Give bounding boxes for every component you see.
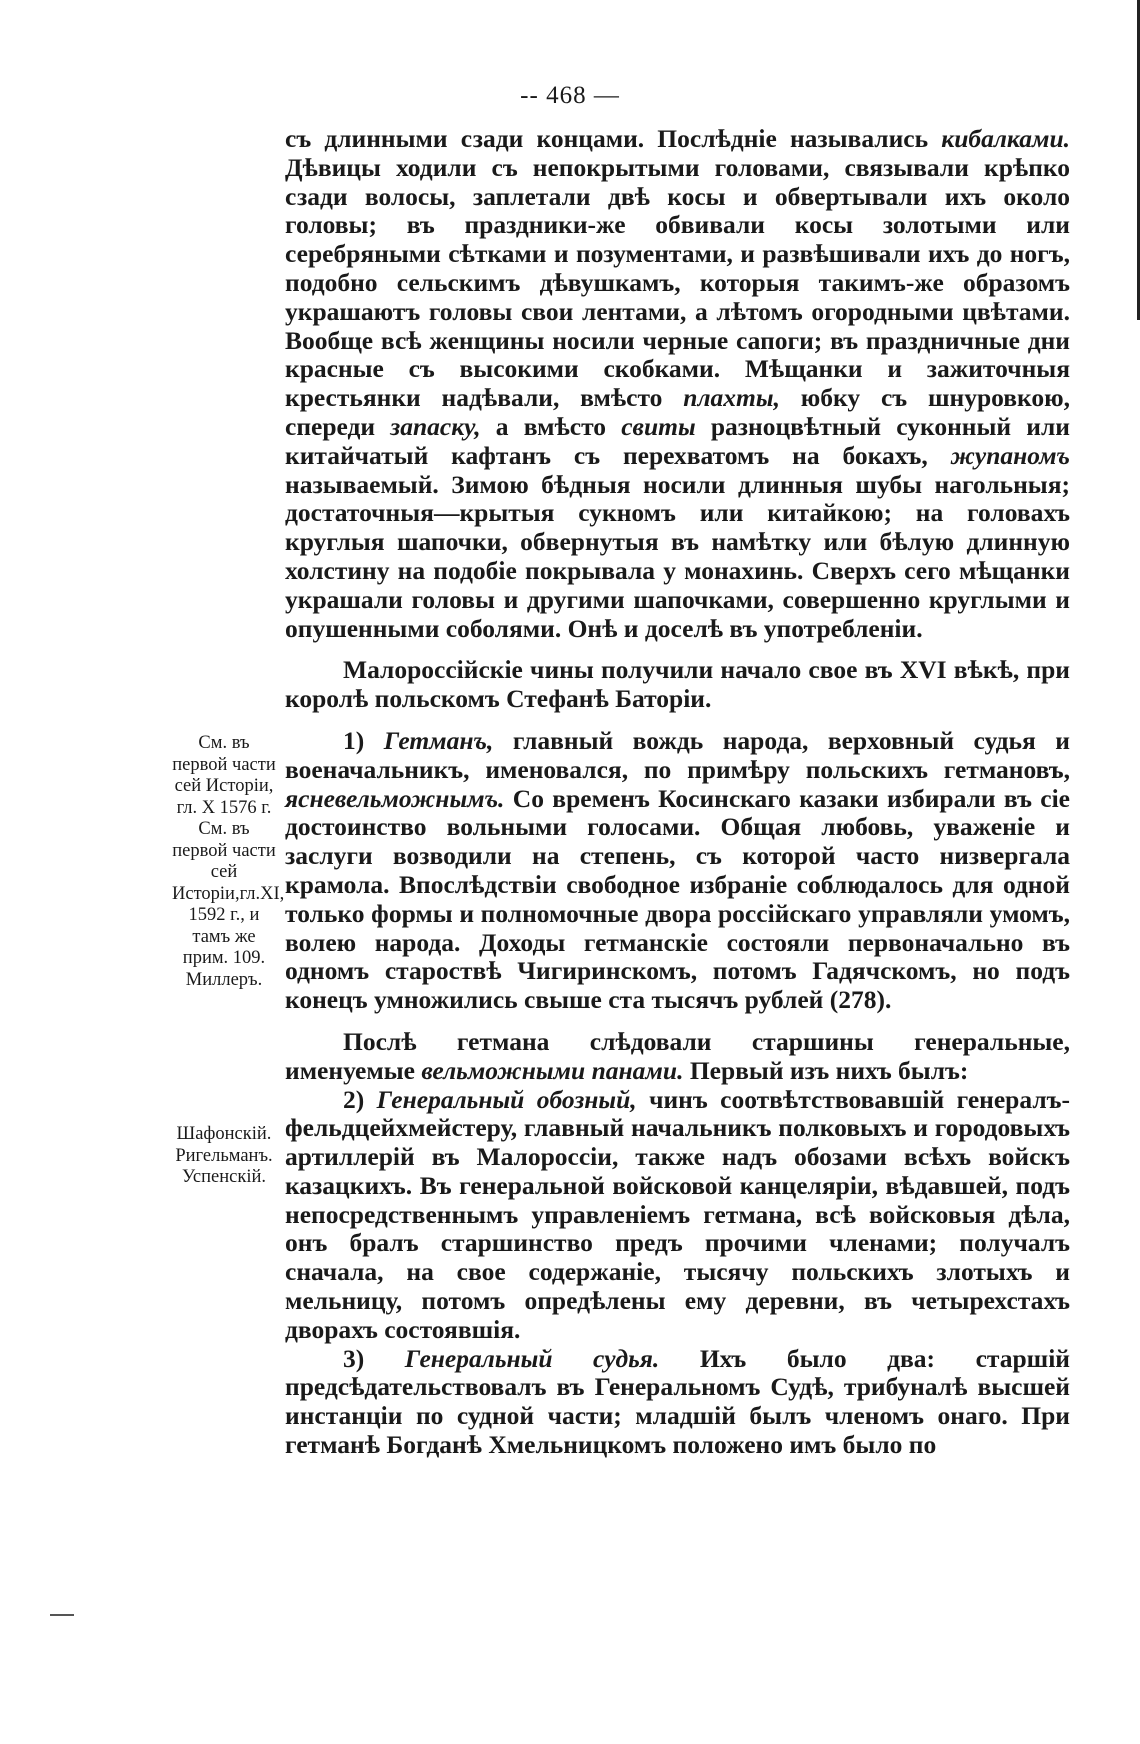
paragraph-hetman: 1) Гетманъ, главный вождь народа, верховный судья и военачальникъ, именовался, по примѣру польскихъ гетмановъ, ясневельможнымъ. Со временъ Косинскаго казаки избирали въ сіе достоинство вольными голосами. Общая любовь, уваженіе и заслуги возводили на степень, съ которой часто низвергала крамола. Впослѣдствіи свободное избраніе соблюдалось для одной только формы и полномочные двора россійскаго управляли умомъ, волею народа. Доходы гетманскіе состояли первоначально въ одномъ староствѣ Чигиринскомъ, потомъ Гадячскомъ, но подъ конецъ умножились свыше ста тысячъ рублей (278). — [285, 725, 1070, 1015]
margin-note-sources-1: См. въ первой части сей Исторіи, гл. X 1576 г. См. въ первой части сей Исторіи,гл.XI, 1592 г., и тамъ же прим. 109. Миллеръ. — [172, 733, 285, 990]
paragraph-dress: съ длинными сзади концами. Послѣдніе назывались кибалками. Дѣвицы ходили съ непокрытыми головами, связывали крѣпко сзади волосы, заплетали двѣ косы и обвертывали ихъ около головы; въ праздники-же обвивали косы золотыми или серебряными сѣтками и позументами, и развѣшивали ихъ до ногъ, подобно сельскимъ дѣвушкамъ, которыя такимъ-же образомъ украшаютъ головы свои лентами, а лѣтомъ огородными цвѣтами. Вообще всѣ женщины носили черные сапоги; въ праздничные дни красные съ высокими скобками. Мѣщанки и зажиточныя крестьянки надѣвали, вмѣсто плахты, юбку съ шнуровкою, спереди запаску, а вмѣсто свиты разноцвѣтный суконный или китайчатый кафтанъ съ перехватомъ на бокахъ, жупаномъ называемый. Зимою бѣдныя носили длинныя шубы нагольныя; достаточныя—крытыя сукномъ или китайкою; на головахъ круглыя шапочки, обвернутыя въ намѣтку или бѣлую длинную холстину на подобіе покрывала у монахинь. Сверхъ сего мѣщанки украшали головы и другими шапочками, совершенно круглыми и опушенными соболями. Онѣ и доселѣ въ употребленіи. — [285, 124, 1071, 643]
margin-note-sources-2: Шафонскій. Ригельманъ. Успенскій. — [175, 1124, 273, 1187]
paragraph-general-elders: Послѣ гетмана слѣдовали старшины генеральные, именуемые вельможными панами. Первый изъ нихъ былъ: — [285, 1026, 1070, 1085]
paragraph-general-oboznyi: 2) Генеральный обозный, чинъ соотвѣтствовавшій генералъ-фельдцейхмейстеру, главный начальникъ полковыхъ и городовыхъ артиллерій въ Малороссіи, также надъ обозами всѣхъ войскъ казацкихъ. Въ генеральной войсковой канцеляріи, вѣдавшей, подъ непосредственнымъ управленіемъ гетмана, всѣ войсковыя дѣла, онъ бралъ старшинство предъ прочими членами; получалъ сначала, на свое содержаніе, тысячу польскихъ злотыхъ и мельницу, потомъ опредѣлены ему деревни, въ четырехстахъ дворахъ состоявшія. — [285, 1084, 1070, 1344]
paragraph-ranks-intro: Малороссійскіе чины получили начало свое въ XVI вѣкѣ, при королѣ польскомъ Стефанѣ Баторіи. — [285, 655, 1070, 714]
paragraph-general-judge: 3) Генеральный судья. Ихъ было два: старшій предсѣдательствовалъ въ Генеральномъ Судѣ, трибуналѣ высшей инстанціи по судной части; младшій былъ членомъ онаго. При гетманѣ Богданѣ Хмельницкомъ положено имъ было по — [285, 1343, 1070, 1460]
margin-dash — [50, 1614, 74, 1616]
page-number: -- 468 — — [520, 82, 620, 109]
main-text — [285, 125, 1070, 1460]
